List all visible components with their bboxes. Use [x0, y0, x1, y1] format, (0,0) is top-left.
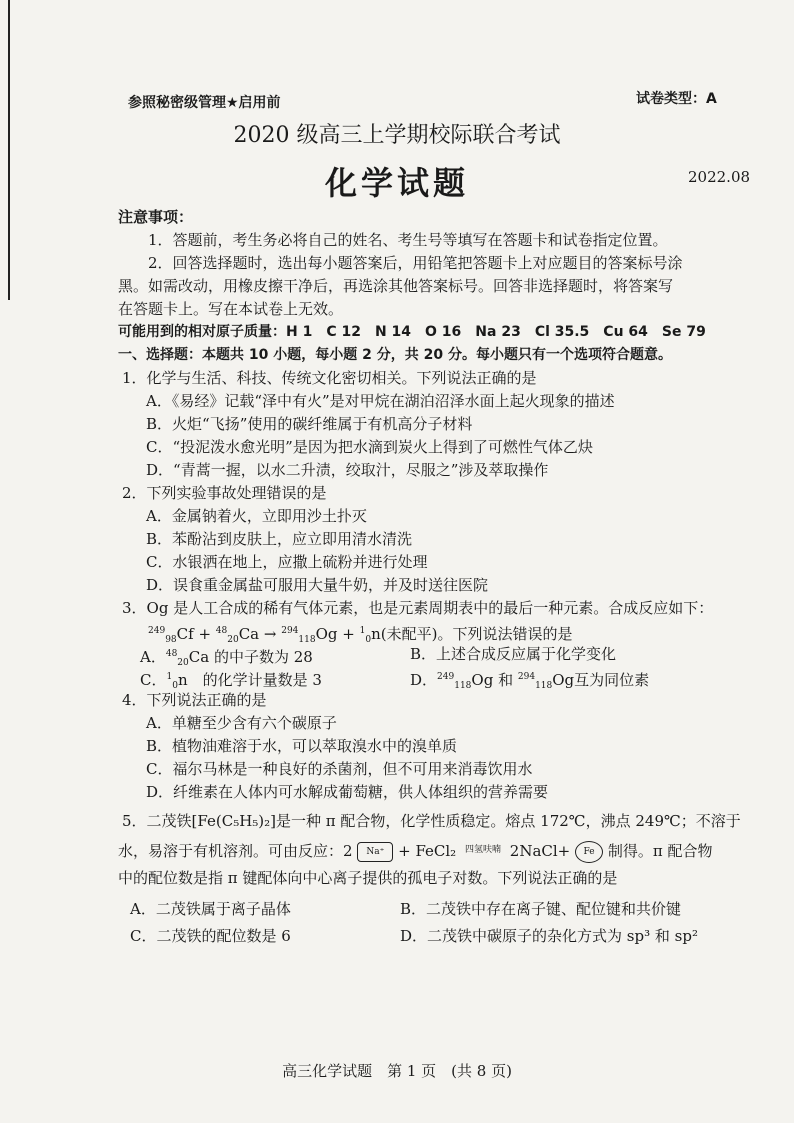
q2-option-a: A．金属钠着火，立即用沙土扑灭 [146, 507, 367, 525]
reaction-condition: 四氢呋喃 [461, 833, 505, 867]
nuclide-og: $^{294}_{118}$Og [281, 625, 338, 643]
page-footer: 高三化学试题 第 1 页 (共 8 页) [282, 1062, 512, 1080]
q1-option-c: C．“投泥泼水愈光明”是因为把水滴到炭火上得到了可燃性气体乙炔 [146, 438, 593, 456]
q4-option-d: D．纤维素在人体内可水解成葡萄糖，供人体组织的营养需要 [146, 783, 549, 801]
paper-type-label: 试卷类型：A [636, 91, 717, 107]
q5-line-2 [118, 833, 758, 867]
q5-text-a: 水，易溶于有机溶剂。可由反应：2 [118, 842, 353, 860]
q2-option-c: C．水银洒在地上，应撒上硫粉并进行处理 [146, 553, 428, 571]
q3-stem: 3．Og 是人工合成的稀有气体元素，也是元素周期表中的最后一种元素。合成反应如下： [122, 599, 714, 617]
note-1: 1．答题前，考生务必将自己的姓名、考生号等填写在答题卡和试卷指定位置。 [148, 231, 668, 249]
fe-label: Fe [583, 847, 595, 857]
q5-text-d: 制得。π 配合物 [607, 842, 713, 860]
q3-option-c: C．$^1_0$n 的化学计量数是 3 [140, 671, 322, 689]
ferrocene-structure-icon [575, 841, 603, 863]
q5-line-3: 中的配位数是指 π 键配体向中心离子提供的孤电子对数。下列说法正确的是 [118, 869, 618, 887]
q3-option-d: D．$^{249}_{118}$Og 和 $^{294}_{118}$Og互为同位素 [410, 671, 650, 689]
q1-option-d: D．“青蒿一握，以水二升渍，绞取汁，尽服之”涉及萃取操作 [146, 461, 549, 479]
q3-options-row-1 [118, 643, 758, 666]
q3-option-c-text: 的化学计量数是 3 [202, 671, 322, 689]
q3-reaction-tail: (未配平)。下列说法错误的是 [380, 625, 573, 643]
q5-text-b: + FeCl₂ [398, 842, 457, 860]
page-title: 化学试题 [324, 164, 469, 202]
cyclopentadienyl-sodium-icon [357, 842, 393, 862]
q3-option-b: B．上述合成反应属于化学变化 [410, 645, 617, 663]
na-label: Na⁺ [366, 847, 385, 857]
scan-edge-line [8, 0, 10, 300]
q4-option-a: A．单糖至少含有六个碳原子 [146, 714, 337, 732]
q3-reaction: $^{249}_{98}$Cf + $^{48}_{20}$Ca → $^{294}_{118}$Og + $^1_0$n(未配平)。下列说法错误的是 [148, 625, 573, 643]
q1-stem: 1．化学与生活、科技、传统文化密切相关。下列说法正确的是 [122, 369, 537, 387]
q5-options-row-1 [118, 898, 758, 921]
q1-option-a: A．《易经》记载“泽中有火”是对甲烷在湖泊沼泽水面上起火现象的描述 [146, 392, 615, 410]
section-1-heading: 一、选择题：本题共 10 小题，每小题 2 分，共 20 分。每小题只有一个选项符合题意。 [118, 347, 672, 363]
q2-option-b: B．苯酚沾到皮肤上，应立即用清水清洗 [146, 530, 413, 548]
secret-level-label: 参照秘密级管理★启用前 [128, 95, 281, 111]
exam-date: 2022.08 [688, 168, 751, 186]
q4-option-b: B．植物油难溶于水，可以萃取溴水中的溴单质 [146, 737, 458, 755]
nuclide-ca: $^{48}_{20}$Ca [215, 625, 260, 643]
q5-text-c: 2NaCl+ [509, 842, 571, 860]
exam-body [118, 206, 758, 948]
q5-line-1: 5．二茂铁[Fe(C₅H₅)₂]是一种 π 配合物，化学性质稳定。熔点 172℃，沸点 249℃；不溶于 [122, 812, 741, 830]
note-2-line-1: 2．回答选择题时，选出每小题答案后，用铅笔把答题卡上对应题目的答案标号涂 [148, 254, 683, 272]
nuclide-n: $^1_0$n [359, 625, 381, 643]
q3-option-a: A．$^{48}_{20}$Ca 的中子数为 28 [140, 648, 313, 666]
q5-option-d: D．二茂铁中碳原子的杂化方式为 sp³ 和 sp² [400, 927, 698, 945]
atomic-masses: 可能用到的相对原子质量：H 1 C 12 N 14 O 16 Na 23 Cl 35.5 Cu 64 Se 79 [118, 324, 706, 340]
note-2-line-3: 在答题卡上。写在本试卷上无效。 [118, 300, 344, 318]
q2-option-d: D．误食重金属盐可服用大量牛奶，并及时送往医院 [146, 576, 489, 594]
notes-heading: 注意事项： [118, 208, 194, 226]
nuclide-cf: $^{249}_{98}$Cf [148, 625, 194, 643]
q5-option-c: C．二茂铁的配位数是 6 [130, 927, 291, 945]
q3-option-a-text: 的中子数为 28 [213, 648, 313, 666]
q4-option-c: C．福尔马林是一种良好的杀菌剂，但不可用来消毒饮用水 [146, 760, 533, 778]
q3-options-row-2 [118, 666, 758, 689]
q3-option-d-mid: 和 [498, 671, 514, 689]
q5-option-a: A．二茂铁属于离子晶体 [130, 900, 291, 918]
q4-stem: 4．下列说法正确的是 [122, 691, 267, 709]
q5-options-row-2 [118, 925, 758, 948]
q3-option-d-text: 互为同位素 [574, 671, 650, 689]
q5-option-b: B．二茂铁中存在离子键、配位键和共价键 [400, 900, 682, 918]
q2-stem: 2．下列实验事故处理错误的是 [122, 484, 327, 502]
q1-option-b: B．火炬“飞扬”使用的碳纤维属于有机高分子材料 [146, 415, 473, 433]
exam-title: 2020 级高三上学期校际联合考试 [233, 123, 561, 148]
note-2-line-2: 黑。如需改动，用橡皮擦干净后，再选涂其他答案标号。回答非选择题时，将答案写 [118, 277, 674, 295]
